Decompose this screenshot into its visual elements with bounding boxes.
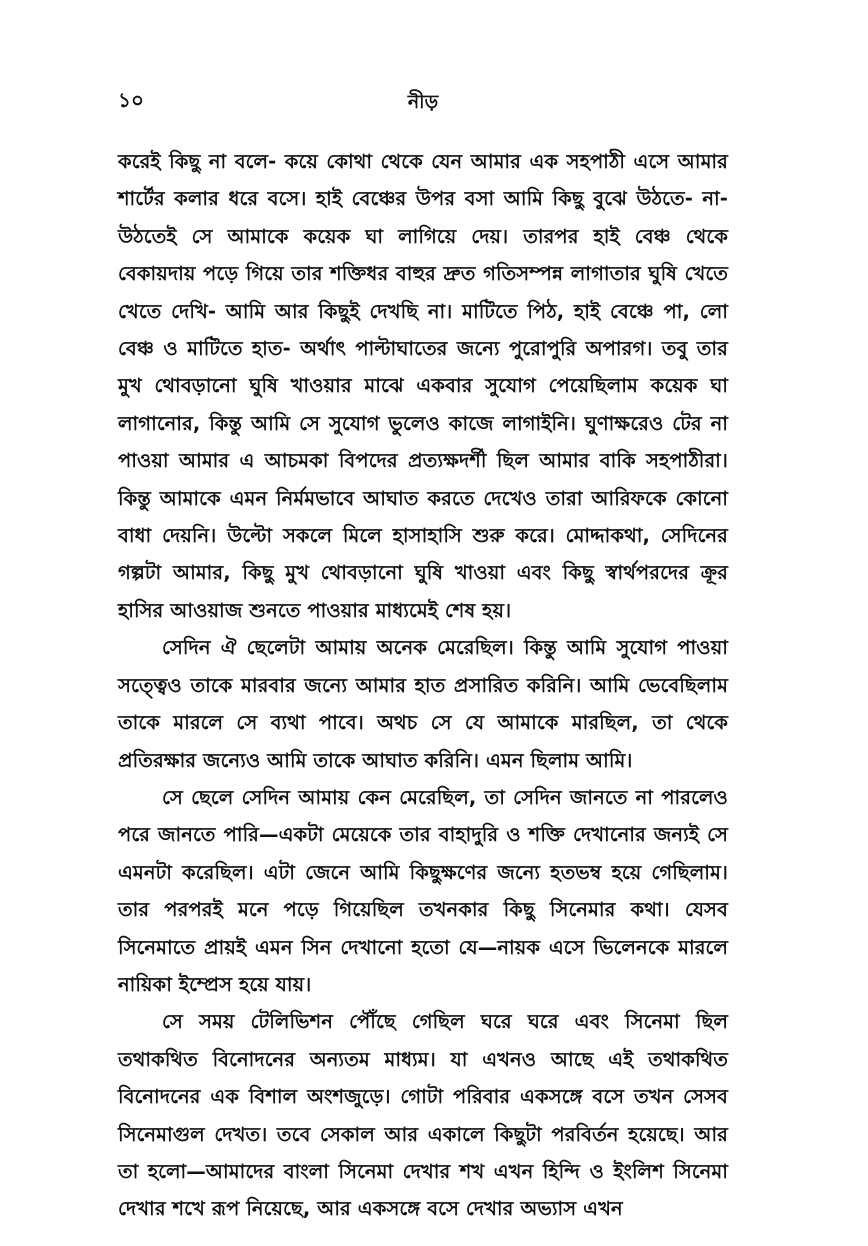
page-number: ১০: [118, 88, 144, 112]
paragraph: সে ছেলে সেদিন আমায় কেন মেরেছিল, তা সেদিন জানতে না পারলেও পরে জানতে পারি—একটা মেয়েকে তার বাহাদুরি ও শক্তি দেখানোর জন্যই সে এমনটা করেছিল। এটা জেনে আমি কিছুক্ষণের জন্যে হতভম্ব হয়ে গেছিলাম। তার পরপরই মনে পড়ে গিয়েছিল তখনকার কিছু সিনেমার কথা। যেসব সিনেমাতে প্রায়ই এমন সিন দেখানো হতো যে—নায়ক এসে ভিলেনকে মারলে নায়িকা ইম্প্রেস হয়ে যায়।: [118, 785, 728, 996]
paragraph: সেদিন ঐ ছেলেটা আমায় অনেক মেরেছিল। কিন্তু আমি সুযোগ পাওয়া সত্ত্বেও তাকে মারবার জন্যে আমার হাত প্রসারিত করিনি। আমি ভেবেছিলাম তাকে মারলে সে ব্যথা পাবে। অথচ সে যে আমাকে মারছিল, তা থেকে প্রতিরক্ষার জন্যেও আমি তাকে আঘাত করিনি। এমন ছিলাম আমি।: [118, 636, 728, 772]
body-text: [118, 143, 728, 1228]
page-header: [118, 86, 728, 116]
running-title: নীড়: [407, 91, 439, 113]
paragraph: করেই কিছু না বলে- কয়ে কোথা থেকে যেন আমার এক সহপাঠী এসে আমার শার্টের কলার ধরে বসে। হাই বেঞ্চের উপর বসা আমি কিছু বুঝে উঠতে- না- উঠতেই সে আমাকে কয়েক ঘা লাগিয়ে দেয়। তারপর হাই বেঞ্চ থেকে বেকায়দায় পড়ে গিয়ে তার শক্তিধর বাহুর দ্রুত গতিসম্পন্ন লাগাতার ঘুষি খেতে খেতে দেখি- আমি আর কিছুই দেখছি না। মাটিতে পিঠ, হাই বেঞ্চে পা, লো বেঞ্চ ও মাটিতে হাত- অর্থাৎ পাল্টাঘাতের জন্যে পুরোপুরি অপারগ। তবু তার মুখ থোবড়ানো ঘুষি খাওয়ার মাঝে একবার সুযোগ পেয়েছিলাম কয়েক ঘা লাগানোর, কিন্তু আমি সে সুযোগ ভুলেও কাজে লাগাইনি। ঘুণাক্ষরেও টের না পাওয়া আমার এ আচমকা বিপদের প্রত্যক্ষদর্শী ছিল আমার বাকি সহপাঠীরা। কিন্তু আমাকে এমন নির্মমভাবে আঘাত করতে দেখেও তারা আরিফকে কোনো বাধা দেয়নি। উল্টো সকলে মিলে হাসাহাসি শুরু করে। মোদ্দাকথা, সেদিনের গল্পটা আমার, কিছু মুখ থোবড়ানো ঘুষি খাওয়া এবং কিছু স্বার্থপরদের ক্রূর হাসির আওয়াজ শুনতে পাওয়ার মাধ্যমেই শেষ হয়।: [118, 150, 728, 622]
paragraph: সে সময় টেলিভিশন পৌঁছে গেছিল ঘরে ঘরে এবং সিনেমা ছিল তথাকথিত বিনোদনের অন্যতম মাধ্যম। যা এখনও আছে এই তথাকথিত বিনোদনের এক বিশাল অংশজুড়ে। গোটা পরিবার একসঙ্গে বসে তখন সেসব সিনেমাগুল দেখত। তবে সেকাল আর একালে কিছুটা পরবির্তন হয়েছে। আর তা হলো—আমাদের বাংলা সিনেমা দেখার শখ এখন হিন্দি ও ইংলিশ সিনেমা দেখার শখে রূপ নিয়েছে, আর একসঙ্গে বসে দেখার অভ্যাস এখন: [118, 1010, 728, 1221]
